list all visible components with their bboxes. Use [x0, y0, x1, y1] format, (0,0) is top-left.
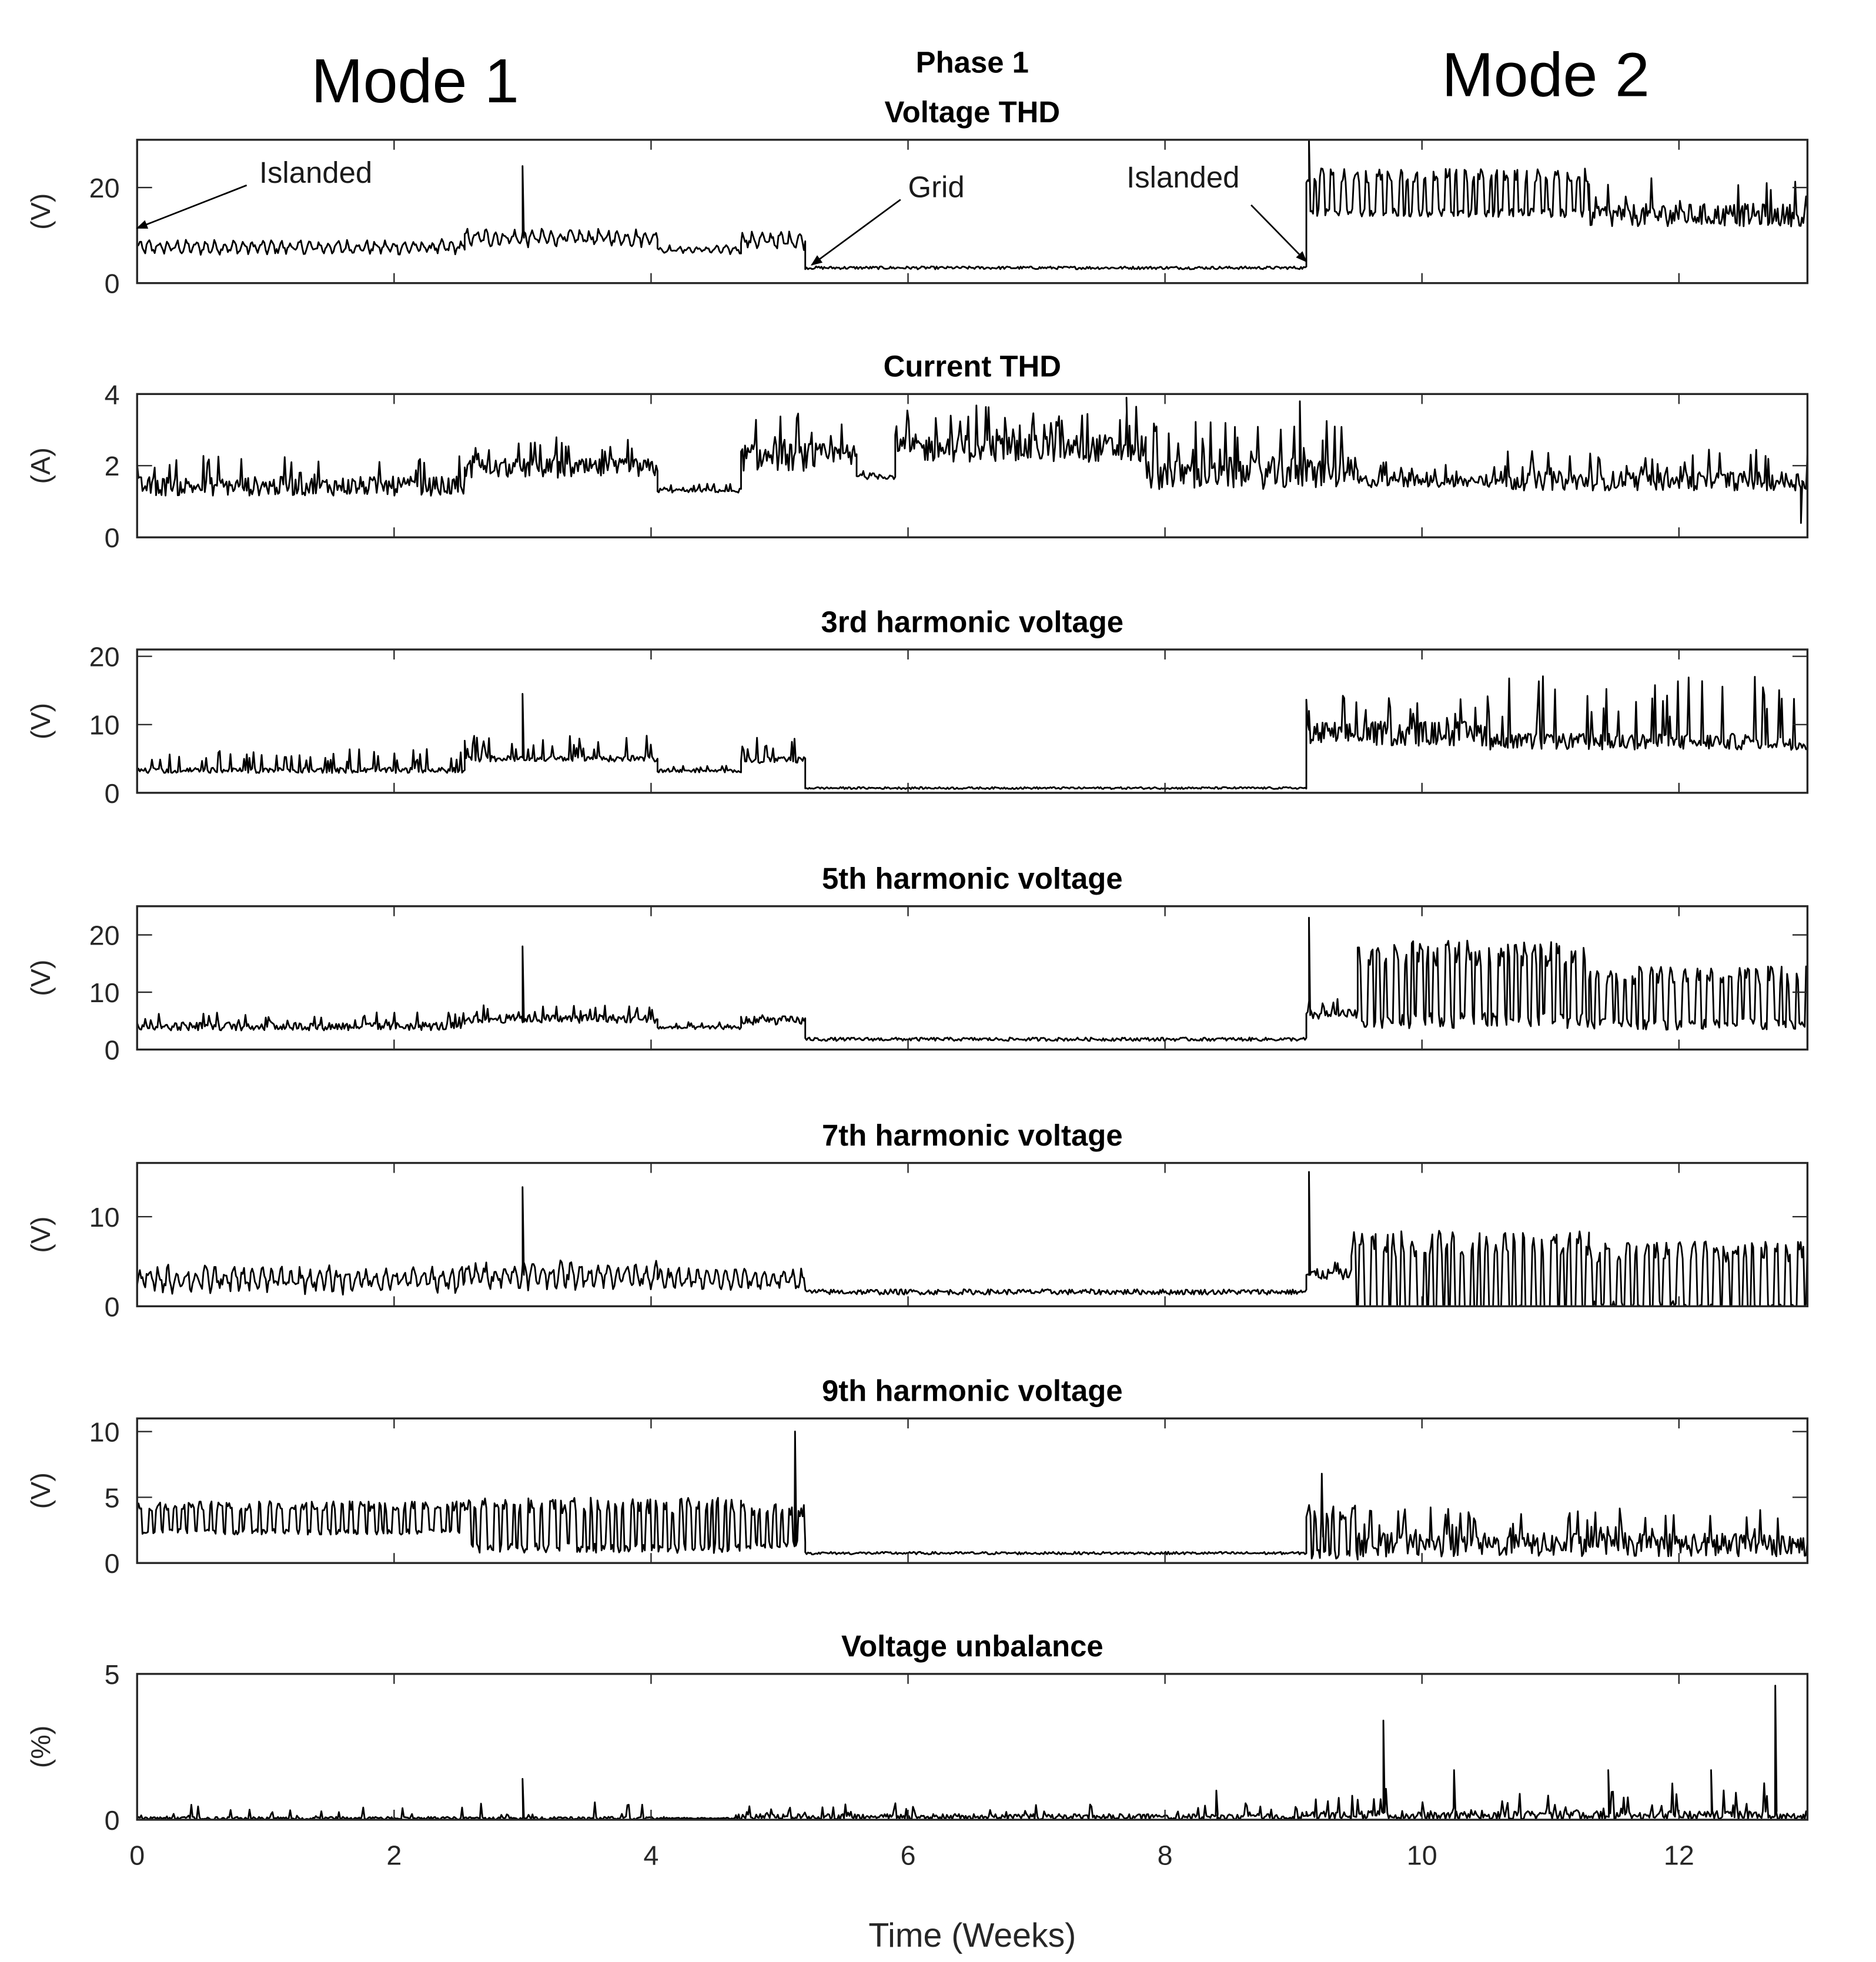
y-axis-label: (A): [25, 447, 56, 484]
y-tick-label: 0: [104, 268, 120, 299]
axes-frame: [137, 1418, 1807, 1563]
subplot-title: Current THD: [883, 349, 1062, 383]
subplot-3: [25, 605, 1808, 808]
subplot-title: Voltage unbalance: [841, 1629, 1103, 1663]
y-axis-label: (V): [25, 193, 56, 230]
y-tick-label: 10: [89, 1201, 120, 1233]
y-tick-label: 0: [104, 523, 120, 554]
x-tick-label: 4: [643, 1840, 659, 1871]
y-tick-label: 20: [89, 920, 120, 951]
subplot-title: 3rd harmonic voltage: [821, 605, 1124, 639]
y-tick-label: 4: [104, 379, 120, 410]
data-trace: [137, 1172, 1807, 1307]
x-tick-label: 10: [1406, 1840, 1437, 1871]
y-axis-label: (V): [25, 702, 56, 740]
y-tick-label: 0: [104, 1291, 120, 1322]
annotation-arrow-icon: [812, 200, 901, 265]
data-trace: [137, 1431, 1807, 1559]
axes-frame: [137, 394, 1807, 537]
x-tick-label: 8: [1157, 1840, 1173, 1871]
y-tick-label: 5: [104, 1482, 120, 1514]
y-tick-label: 10: [89, 709, 120, 741]
x-tick-label: 12: [1663, 1840, 1694, 1871]
annotation-arrow-icon: [137, 185, 246, 228]
y-tick-label: 20: [89, 173, 120, 204]
y-axis-label: (V): [25, 1216, 56, 1253]
subplot-2: [25, 350, 1808, 553]
y-tick-label: 0: [104, 1034, 120, 1066]
y-axis-label: (V): [25, 959, 56, 996]
subplot-stack: [25, 45, 1808, 1870]
subplot-title: 5th harmonic voltage: [821, 862, 1123, 896]
x-axis-label: Time (Weeks): [868, 1917, 1076, 1955]
x-tick-label: 0: [129, 1840, 145, 1871]
y-tick-label: 0: [104, 778, 120, 809]
subplot-title: Phase 1: [915, 45, 1029, 79]
y-axis-label: (%): [25, 1725, 56, 1769]
y-tick-label: 20: [89, 641, 120, 672]
axes-frame: [137, 140, 1807, 283]
y-tick-label: 5: [104, 1659, 120, 1690]
y-tick-label: 0: [104, 1548, 120, 1579]
x-tick-label: 2: [386, 1840, 402, 1871]
subplot-title: Voltage THD: [884, 95, 1061, 129]
annotation-label: Grid: [908, 170, 965, 204]
subplot-4: [25, 862, 1808, 1065]
x-tick-label: 6: [900, 1840, 916, 1871]
mode-2-label: Mode 2: [1442, 40, 1650, 110]
annotation-arrow-icon: [1251, 205, 1306, 262]
data-trace: [137, 1686, 1807, 1820]
axes-frame: [137, 1674, 1807, 1820]
annotation-label: Islanded: [1126, 160, 1240, 195]
subplot-title: 7th harmonic voltage: [821, 1118, 1123, 1152]
y-tick-label: 2: [104, 451, 120, 482]
subplot-5: [25, 1119, 1808, 1322]
y-tick-label: 10: [89, 1417, 120, 1448]
annotation-label: Islanded: [259, 155, 373, 189]
subplot-7: [25, 1629, 1808, 1870]
y-axis-label: (V): [25, 1472, 56, 1509]
data-trace: [137, 677, 1807, 789]
axes-frame: [137, 649, 1807, 793]
y-tick-label: 0: [104, 1804, 120, 1836]
mode-1-label: Mode 1: [311, 46, 519, 116]
axes-frame: [137, 906, 1807, 1050]
data-trace: [137, 398, 1807, 523]
data-trace: [137, 918, 1807, 1041]
data-trace: [137, 140, 1807, 269]
y-tick-label: 10: [89, 977, 120, 1009]
subplot-title: 9th harmonic voltage: [821, 1374, 1123, 1408]
subplot-6: [25, 1374, 1808, 1579]
